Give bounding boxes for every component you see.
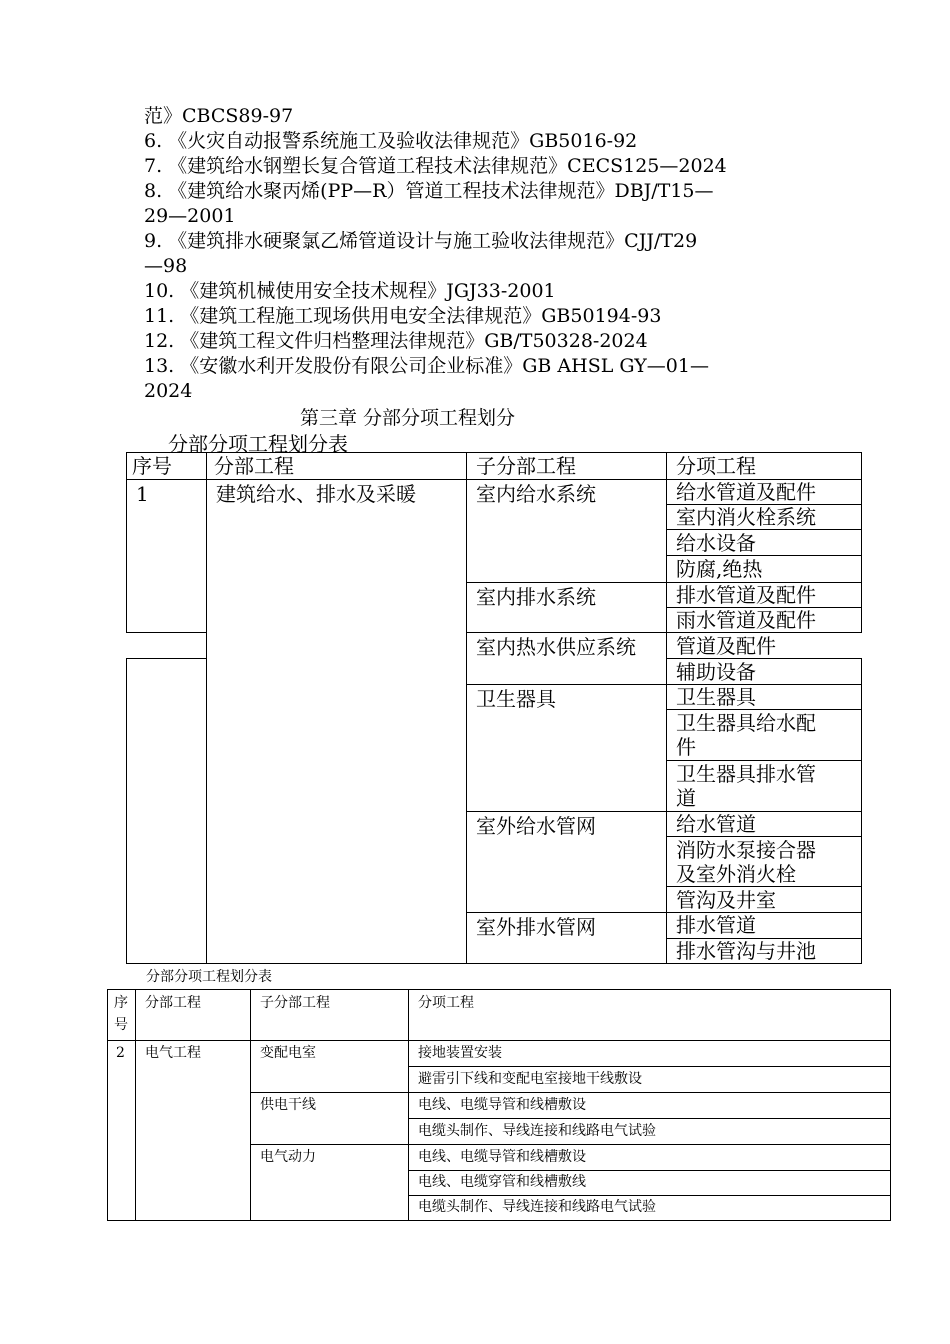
table2-seq-cell: [107, 1040, 136, 1221]
table2-item-value: 电线、电缆穿管和线槽敷线: [418, 1174, 586, 1190]
table2-item-value: 接地装置安装: [418, 1045, 502, 1061]
reference-line: 11. 《建筑工程施工现场供用电安全法律规范》GB50194-93: [144, 305, 662, 327]
table1-item-value: 排水管道及配件: [676, 583, 816, 607]
reference-line: —98: [144, 255, 188, 277]
table2-header-division: 分部工程: [145, 995, 201, 1011]
reference-line: 10. 《建筑机械使用安全技术规程》JGJ33-2001: [144, 280, 556, 302]
table2-header-seq: 号: [114, 1017, 128, 1033]
table1-item-value: 辅助设备: [676, 660, 756, 684]
table1-header-subdivision: 子分部工程: [476, 454, 576, 478]
reference-line: 12. 《建筑工程文件归档整理法律规范》GB/T50328-2024: [144, 330, 648, 352]
table1-item-value: 给水设备: [676, 531, 756, 555]
table2-item-value: 避雷引下线和变配电室接地干线敷设: [418, 1071, 642, 1087]
table2-item-value: 电线、电缆导管和线槽敷设: [418, 1149, 586, 1165]
table1-header-item: 分项工程: [676, 454, 756, 478]
table2-item-value: 电线、电缆导管和线槽敷设: [418, 1097, 586, 1113]
table1-item-value: 给水管道: [676, 812, 756, 836]
table1-item-value: 雨水管道及配件: [676, 608, 816, 632]
chapter-title: 第三章 分部分项工程划分: [300, 407, 516, 429]
table1-item-value: 卫生器具: [676, 685, 756, 709]
table1-header-division: 分部工程: [214, 454, 294, 478]
table1-seq-value: 1: [136, 482, 149, 506]
table2-caption: 分部分项工程划分表: [146, 969, 272, 985]
table1-item-value: 室内消火栓系统: [676, 505, 816, 529]
table2-division-cell: [135, 1040, 251, 1221]
reference-line: 7. 《建筑给水钢塑长复合管道工程技术法律规范》CECS125—2024: [144, 155, 727, 177]
table1-sub-value: 室外给水管网: [476, 814, 596, 838]
table2-sub-value: 电气动力: [260, 1149, 316, 1165]
table1-division-value: 建筑给水、排水及采暖: [216, 482, 416, 506]
table1-item-value: 及室外消火栓: [676, 862, 796, 886]
table1-division-cell: [206, 479, 467, 964]
table2-header-cell: [408, 989, 891, 1041]
table1-sub-value: 室内给水系统: [476, 482, 596, 506]
reference-line: 8. 《建筑给水聚丙烯(PP—R）管道工程技术法律规范》DBJ/T15—: [144, 180, 714, 202]
table1-sub-value: 室内热水供应系统: [476, 635, 636, 659]
table2-header-seq: 序: [114, 995, 128, 1011]
table2-header-item: 分项工程: [418, 995, 474, 1011]
reference-line: 6. 《火灾自动报警系统施工及验收法律规范》GB5016-92: [144, 130, 638, 152]
table1-item-value: 防腐,绝热: [676, 557, 763, 581]
table1-item-value: 消防水泵接合器: [676, 838, 816, 862]
table2-sub-value: 变配电室: [260, 1045, 316, 1061]
table1-item-value: 给水管道及配件: [676, 480, 816, 504]
reference-line: 2024: [144, 380, 193, 402]
reference-line: 9. 《建筑排水硬聚氯乙烯管道设计与施工验收法律规范》CJJ/T29: [144, 230, 698, 252]
table1-sub-value: 室内排水系统: [476, 585, 596, 609]
table1-caption: 分部分项工程划分表: [168, 432, 348, 456]
table1-item-value: 管沟及井室: [676, 888, 776, 912]
table1-sub-value: 卫生器具: [476, 687, 556, 711]
table1-item-value: 卫生器具排水管: [676, 762, 816, 786]
reference-line: 13. 《安徽水利开发股份有限公司企业标准》GB AHSL GY—01—: [144, 355, 709, 377]
table2-seq-value: 2: [116, 1045, 125, 1061]
table1-item-value: 件: [676, 735, 696, 759]
table1-sub-value: 室外排水管网: [476, 915, 596, 939]
table2-header-subdivision: 子分部工程: [260, 995, 330, 1011]
table1-item-value: 卫生器具给水配: [676, 711, 816, 735]
table2-division-value: 电气工程: [145, 1045, 201, 1061]
table1-item-value: 排水管沟与井池: [676, 939, 816, 963]
table1-header-seq: 序号: [132, 454, 172, 478]
table2-item-value: 电缆头制作、导线连接和线路电气试验: [418, 1123, 656, 1139]
table1-item-value: 道: [676, 786, 696, 810]
table1-item-value: 排水管道: [676, 913, 756, 937]
table1-item-value: 管道及配件: [676, 634, 776, 658]
table1-seq-cell: [126, 658, 207, 964]
table2-sub-value: 供电干线: [260, 1097, 316, 1113]
reference-line: 范》CBCS89-97: [144, 105, 294, 127]
table2-item-value: 电缆头制作、导线连接和线路电气试验: [418, 1199, 656, 1215]
reference-line: 29—2001: [144, 205, 236, 227]
